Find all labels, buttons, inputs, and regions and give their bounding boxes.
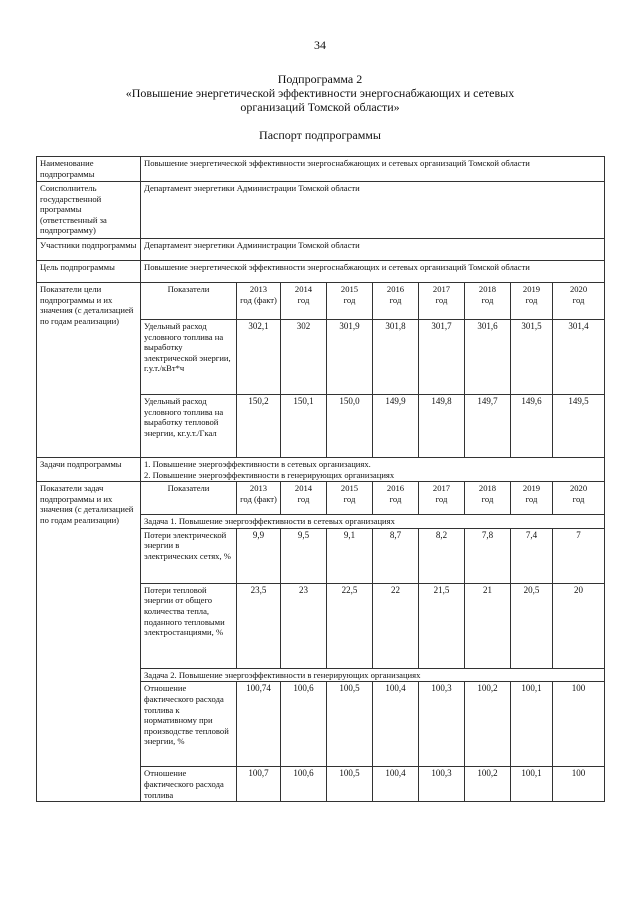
- indicator-value: 149,6: [511, 395, 553, 458]
- year-label: год: [297, 493, 310, 504]
- subprogram-title-line: «Повышение энергетической эффективности энергоснабжающих и сетевых: [125, 86, 515, 100]
- indicator-value: 100,2: [465, 767, 511, 802]
- indicator-value: 301,8: [373, 320, 419, 395]
- indicator-value: 7,8: [465, 528, 511, 583]
- indicator-value: 100,7: [237, 767, 281, 802]
- indicator-value: 20,5: [511, 583, 553, 668]
- year-label: год: [435, 493, 448, 504]
- indicator-value: 100,5: [327, 767, 373, 802]
- year-label: год: [525, 493, 538, 504]
- passport-title: Паспорт подпрограммы: [259, 128, 381, 142]
- indicator-value: 150,0: [327, 395, 373, 458]
- task-indicators-header: [37, 482, 605, 515]
- year-header: [327, 482, 373, 515]
- year-label: год (факт): [240, 294, 277, 305]
- year-header: [373, 482, 419, 515]
- row-participants: [37, 239, 605, 261]
- row-label: Соисполнитель государственной программы (ответственный за подпрограмму): [37, 182, 141, 239]
- indicator-value: 23: [281, 583, 327, 668]
- task-line: 2. Повышение энергоэффективности в генерирующих организациях: [144, 469, 395, 480]
- indicator-value: 20: [553, 583, 605, 668]
- year-label: год: [435, 294, 448, 305]
- year-header: [553, 283, 605, 320]
- indicator-header: Показатели: [141, 283, 237, 320]
- year-header: [419, 283, 465, 320]
- year-label: год: [481, 493, 494, 504]
- year-label: 2013: [249, 483, 268, 494]
- indicator-value: 149,9: [373, 395, 419, 458]
- indicator-value: 100,3: [419, 767, 465, 802]
- indicator-name: Отношение фактического расхода топлива к нормативному при производстве тепловой энергии, %: [141, 682, 237, 767]
- year-label: год: [297, 294, 310, 305]
- indicator-value: 301,7: [419, 320, 465, 395]
- indicator-name: Потери электрической энергии в электрических сетях, %: [141, 528, 237, 583]
- subprogram-title: [40, 72, 600, 114]
- indicator-value: 149,8: [419, 395, 465, 458]
- indicator-value: 100,2: [465, 682, 511, 767]
- indicator-name: Отношение фактического расхода топлива: [141, 767, 237, 802]
- year-label: 2020: [569, 483, 588, 494]
- indicator-value: 301,6: [465, 320, 511, 395]
- subprogram-title-line: Подпрограмма 2: [277, 72, 363, 86]
- year-header: [237, 482, 281, 515]
- row-value: Повышение энергетической эффективности энергоснабжающих и сетевых организаций Томской области: [141, 157, 605, 182]
- indicator-value: 301,9: [327, 320, 373, 395]
- indicator-value: 302: [281, 320, 327, 395]
- row-label: Показатели цели подпрограммы и их значения (с детализацией по годам реализации): [37, 283, 141, 458]
- row-label: Наименование подпрограммы: [37, 157, 141, 182]
- year-label: год: [389, 493, 402, 504]
- indicator-value: 150,1: [281, 395, 327, 458]
- year-label: год: [572, 493, 585, 504]
- indicator-value: 100,3: [419, 682, 465, 767]
- year-label: 2016: [386, 284, 405, 294]
- year-label: 2019: [522, 284, 541, 294]
- indicator-value: 150,2: [237, 395, 281, 458]
- year-label: 2018: [478, 284, 497, 294]
- year-label: 2020: [569, 284, 588, 294]
- year-header: [553, 482, 605, 515]
- indicator-value: 100,6: [281, 682, 327, 767]
- indicator-value: 100: [553, 767, 605, 802]
- indicator-value: 22: [373, 583, 419, 668]
- year-label: год: [389, 294, 402, 305]
- indicator-value: 100,4: [373, 767, 419, 802]
- indicator-value: 302,1: [237, 320, 281, 395]
- row-value: Департамент энергетики Администрации Томской области: [141, 182, 605, 239]
- indicator-value: 100,5: [327, 682, 373, 767]
- indicator-value: 7,4: [511, 528, 553, 583]
- passport-table: [36, 156, 605, 802]
- indicator-value: 100,1: [511, 767, 553, 802]
- indicator-value: 21: [465, 583, 511, 668]
- indicator-value: 301,5: [511, 320, 553, 395]
- task-line: 1. Повышение энергоэффективности в сетевых организациях.: [144, 459, 371, 469]
- year-label: год: [572, 294, 585, 305]
- indicator-value: 100,4: [373, 682, 419, 767]
- row-value: [141, 458, 605, 482]
- indicator-value: 22,5: [327, 583, 373, 668]
- indicator-value: 9,9: [237, 528, 281, 583]
- indicator-value: 149,7: [465, 395, 511, 458]
- task-title: Задача 1. Повышение энергоэффективности в сетевых организациях: [141, 515, 605, 529]
- row-value: Департамент энергетики Администрации Томской области: [141, 239, 605, 261]
- indicator-name: Удельный расход условного топлива на выработку электрической энергии, г.у.т./кВт*ч: [141, 320, 237, 395]
- indicator-value: 100: [553, 682, 605, 767]
- year-label: 2018: [478, 483, 497, 494]
- year-label: 2014: [294, 284, 313, 294]
- indicator-value: 7: [553, 528, 605, 583]
- indicator-value: 9,5: [281, 528, 327, 583]
- goal-indicators-header: [37, 283, 605, 320]
- indicator-value: 100,1: [511, 682, 553, 767]
- year-header: [511, 283, 553, 320]
- indicator-value: 8,7: [373, 528, 419, 583]
- year-label: год (факт): [240, 493, 277, 504]
- indicator-value: 100,74: [237, 682, 281, 767]
- year-header: [373, 283, 419, 320]
- year-label: год: [525, 294, 538, 305]
- indicator-value: 149,5: [553, 395, 605, 458]
- indicator-value: 21,5: [419, 583, 465, 668]
- year-header: [465, 482, 511, 515]
- year-header: [281, 283, 327, 320]
- year-label: 2017: [432, 483, 451, 494]
- indicator-name: Потери тепловой энергии от общего количества тепла, поданного тепловыми электростанциями, %: [141, 583, 237, 668]
- indicator-value: 301,4: [553, 320, 605, 395]
- year-header: [281, 482, 327, 515]
- year-label: 2017: [432, 284, 451, 294]
- row-label: Задачи подпрограммы: [37, 458, 141, 482]
- year-label: год: [343, 294, 356, 305]
- year-header: [419, 482, 465, 515]
- year-header: [465, 283, 511, 320]
- year-label: 2016: [386, 483, 405, 494]
- page-number: 34: [314, 38, 326, 52]
- indicator-header: Показатели: [141, 482, 237, 515]
- indicator-value: 100,6: [281, 767, 327, 802]
- year-label: 2013: [249, 284, 268, 294]
- row-coexecutor: [37, 182, 605, 239]
- row-label: Показатели задач подпрограммы и их значения (с детализацией по годам реализации): [37, 482, 141, 802]
- row-goal: [37, 261, 605, 283]
- indicator-value: 9,1: [327, 528, 373, 583]
- year-label: 2015: [340, 284, 359, 294]
- indicator-value: 23,5: [237, 583, 281, 668]
- row-tasks: [37, 458, 605, 482]
- year-header: [327, 283, 373, 320]
- year-label: 2019: [522, 483, 541, 494]
- subprogram-title-line: организаций Томской области»: [240, 100, 400, 114]
- year-label: 2014: [294, 483, 313, 494]
- indicator-value: 8,2: [419, 528, 465, 583]
- indicator-name: Удельный расход условного топлива на выработку тепловой энергии, кг.у.т./Гкал: [141, 395, 237, 458]
- year-label: год: [343, 493, 356, 504]
- task-title: Задача 2. Повышение энергоэффективности в генерирующих организациях: [141, 668, 605, 682]
- year-label: 2015: [340, 483, 359, 494]
- year-header: [237, 283, 281, 320]
- row-label: Цель подпрограммы: [37, 261, 141, 283]
- row-name: [37, 157, 605, 182]
- row-value: Повышение энергетической эффективности энергоснабжающих и сетевых организаций Томской области: [141, 261, 605, 283]
- row-label: Участники подпрограммы: [37, 239, 141, 261]
- year-header: [511, 482, 553, 515]
- year-label: год: [481, 294, 494, 305]
